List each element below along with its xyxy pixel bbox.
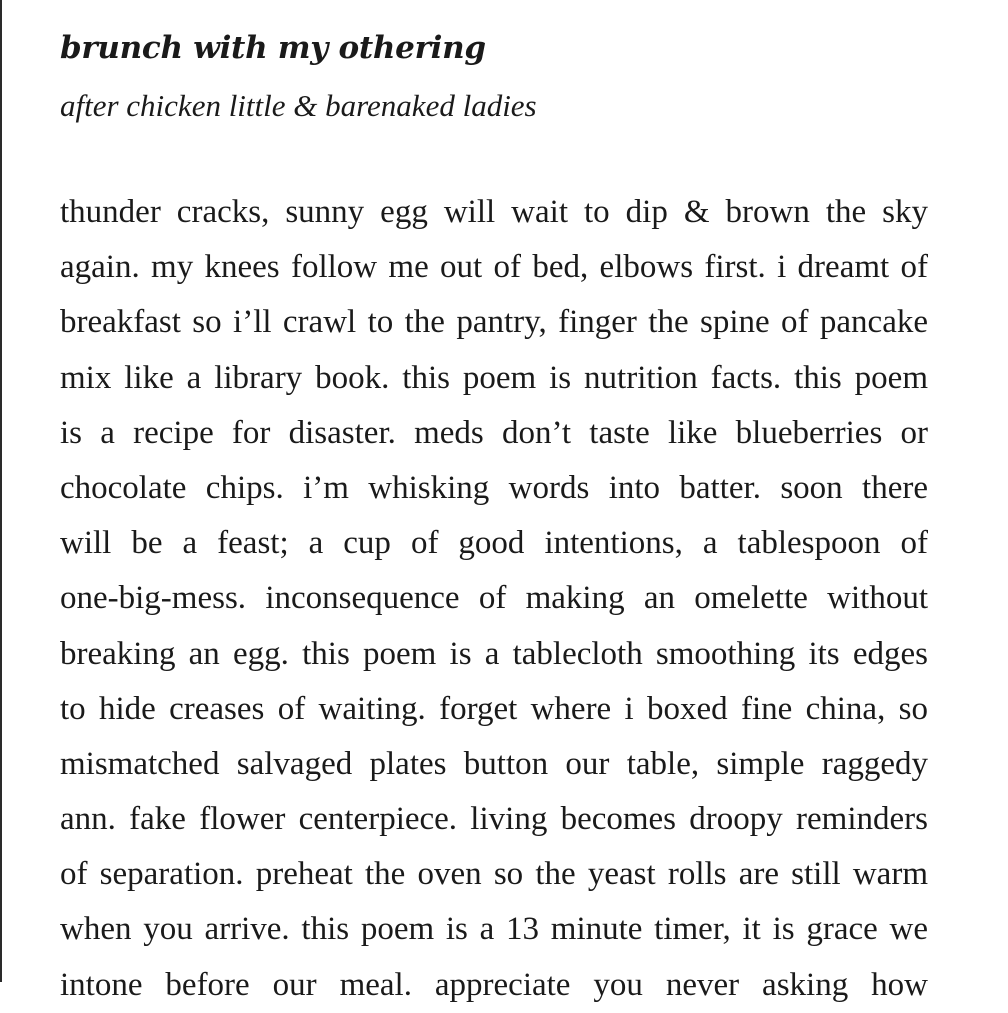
poem-subtitle: after chicken little & barenaked ladies (60, 88, 537, 123)
poem-line: intone before our meal. appreciate you never asking how (60, 966, 928, 1003)
poem-line: chocolate chips. i’m whisking words into batter. soon there (60, 469, 928, 506)
poem-body (60, 185, 928, 1013)
poem-line: is a recipe for disaster. meds don’t taste like blueberries or (60, 414, 928, 451)
poem-line: again. my knees follow me out of bed, elbows first. i dreamt of (60, 249, 928, 286)
poem-title: brunch with my othering (60, 30, 486, 66)
poem-line: ann. fake flower centerpiece. living becomes droopy reminders (60, 801, 928, 838)
poem-line: will be a feast; a cup of good intentions, a tablespoon of (60, 525, 928, 562)
poem-line: when you arrive. this poem is a 13 minute timer, it is grace we (60, 911, 928, 948)
poem-line: thunder cracks, sunny egg will wait to dip & brown the sky (60, 194, 928, 230)
poem-line: of separation. preheat the oven so the yeast rolls are still warm (60, 856, 928, 893)
poem-line: breakfast so i’ll crawl to the pantry, finger the spine of pancake (60, 304, 928, 341)
poem-line: to hide creases of waiting. forget where i boxed fine china, so (60, 690, 928, 727)
poem-line: mismatched salvaged plates button our table, simple raggedy (60, 745, 928, 782)
poem-line: mix like a library book. this poem is nutrition facts. this poem (60, 359, 928, 396)
poem-line: one-big-mess. inconsequence of making an omelette without (60, 580, 928, 617)
poem-line: breaking an egg. this poem is a tablecloth smoothing its edges (60, 635, 928, 672)
